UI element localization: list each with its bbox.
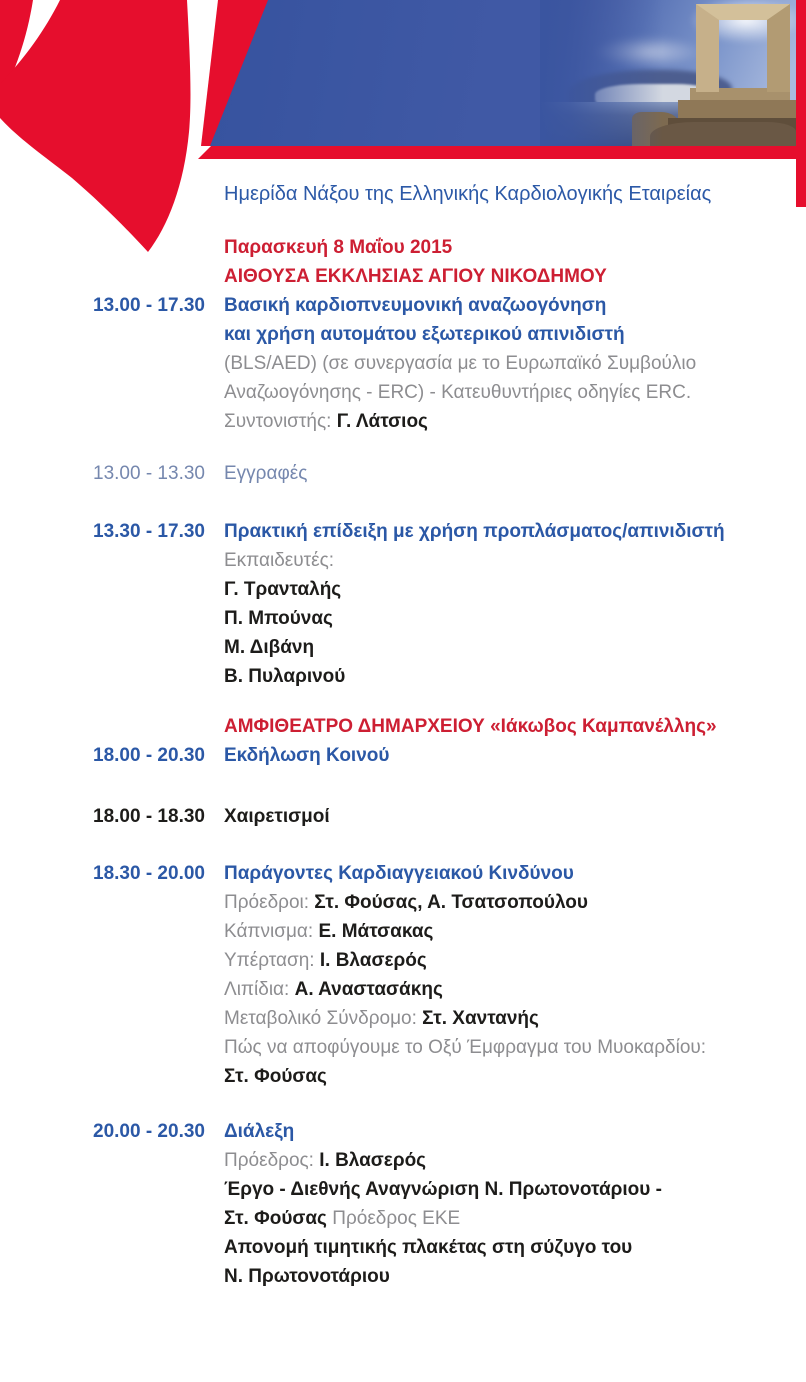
session-line [224, 575, 793, 604]
session-body [224, 859, 793, 1091]
schedule-rows [93, 233, 793, 1291]
session-line [224, 1033, 793, 1062]
session-public-event [93, 741, 793, 770]
session-body [224, 459, 793, 488]
text-span: Στ. Φούσας, Α. Τσατσοπούλου [314, 892, 588, 913]
portara-naxos-photo [540, 0, 796, 146]
session-line [224, 546, 793, 575]
session-line [224, 975, 793, 1004]
text-span: Υπέρταση: [224, 950, 320, 971]
session-body [224, 1117, 793, 1291]
session-line [224, 517, 793, 546]
session-bls-aed [93, 291, 793, 436]
red-edge-strip [796, 0, 806, 207]
session-line [224, 378, 793, 407]
session-line [224, 1117, 793, 1146]
session-time: 13.00 - 17.30 [93, 295, 205, 316]
text-span: Πρόεδροι: [224, 892, 315, 913]
venue-heading-amphitheater [93, 712, 793, 741]
session-line [224, 662, 793, 691]
session-greetings [93, 802, 793, 831]
session-time: 18.00 - 20.30 [93, 745, 205, 766]
session-line [224, 604, 793, 633]
session-time: 18.00 - 18.30 [93, 806, 205, 827]
session-line [224, 946, 793, 975]
session-time [93, 712, 224, 741]
text-span: Διάλεξη [224, 1121, 295, 1142]
session-risk-factors [93, 859, 793, 1091]
session-line [224, 1204, 793, 1233]
blue-photo-blend [540, 0, 796, 146]
session-line [224, 349, 793, 378]
text-span: και χρήση αυτομάτου εξωτερικού απινιδιστή [224, 324, 625, 345]
text-span: Στ. Φούσας [224, 1066, 327, 1087]
text-span: Χαιρετισμοί [224, 806, 330, 827]
session-line [224, 262, 793, 291]
text-span: Β. Πυλαρινού [224, 666, 346, 687]
session-line [224, 859, 793, 888]
text-span: Παράγοντες Καρδιαγγειακού Κινδύνου [224, 863, 574, 884]
text-span: Ε. Μάτσακας [318, 921, 434, 942]
text-span: Αναζωογόνησης - ERC) - Κατευθυντήριες οδηγίες ERC. [224, 382, 692, 403]
text-span: ΑΙΘΟΥΣΑ ΕΚΚΛΗΣΙΑΣ ΑΓΙΟΥ ΝΙΚΟΔΗΜΟΥ [224, 266, 607, 287]
text-span: Εκδήλωση Κοινού [224, 745, 390, 766]
page-title: Ημερίδα Νάξου της Ελληνικής Καρδιολογικής Εταιρείας [224, 183, 712, 205]
session-body [224, 712, 793, 741]
session-line [224, 741, 793, 770]
session-practical-demo [93, 517, 793, 691]
session-line [224, 1233, 793, 1262]
session-line [224, 1004, 793, 1033]
text-span: Συντονιστής: [224, 411, 337, 432]
text-span: Απονομή τιμητικής πλακέτας στη σύζυγο του [224, 1237, 633, 1258]
session-lecture [93, 1117, 793, 1291]
session-line [224, 320, 793, 349]
session-body [224, 233, 793, 291]
text-span: Βασική καρδιοπνευμονική αναζωογόνηση [224, 295, 607, 316]
session-time: 13.00 - 13.30 [93, 463, 205, 484]
session-body [224, 291, 793, 436]
text-span: (BLS/AED) (σε συνεργασία με το Ευρωπαϊκό Συμβούλιο [224, 353, 697, 374]
text-span: Στ. Φούσας [224, 1208, 333, 1229]
text-span: Π. Μπούνας [224, 608, 333, 629]
text-span: Εγγραφές [224, 463, 308, 484]
session-time: 18.30 - 20.00 [93, 863, 205, 884]
text-span: Πρακτική επίδειξη με χρήση προπλάσματος/απινιδιστή [224, 521, 725, 542]
text-span: Γ. Λάτσιος [336, 411, 428, 432]
session-line [224, 712, 793, 741]
session-line [224, 633, 793, 662]
session-line [224, 1262, 793, 1291]
session-line [224, 459, 793, 488]
session-body [224, 517, 793, 691]
schedule [93, 180, 793, 1291]
page-header [0, 0, 806, 210]
text-span: Κάπνισμα: [224, 921, 319, 942]
text-span: Μ. Διβάνη [224, 637, 315, 658]
session-line [224, 917, 793, 946]
text-span: Λιπίδια: [224, 979, 295, 1000]
session-line [224, 291, 793, 320]
text-span: Στ. Χαντανής [422, 1008, 539, 1029]
text-span: Ι. Βλασερός [319, 950, 427, 971]
text-span: Παρασκευή 8 Μαΐου 2015 [224, 237, 453, 258]
session-line [224, 888, 793, 917]
text-span: Πρόεδρος ΕΚΕ [332, 1208, 461, 1229]
text-span: ΑΜΦΙΘΕΑΤΡΟ ΔΗΜΑΡΧΕΙΟΥ «Ιάκωβος Καμπανέλλης» [224, 716, 717, 737]
session-line [224, 802, 793, 831]
text-span: Πώς να αποφύγουμε το Οξύ Έμφραγμα του Μυοκαρδίου: [224, 1037, 707, 1058]
session-line [224, 1175, 793, 1204]
text-span: Ι. Βλασερός [319, 1150, 427, 1171]
session-line [224, 233, 793, 262]
session-time: 13.30 - 17.30 [93, 521, 205, 542]
text-span: Α. Αναστασάκης [294, 979, 443, 1000]
text-span: Ν. Πρωτονοτάριου [224, 1266, 390, 1287]
session-line [224, 1146, 793, 1175]
date-venue-heading [93, 233, 793, 291]
session-body [224, 741, 793, 770]
text-span: Μεταβολικό Σύνδρομο: [224, 1008, 423, 1029]
session-time [93, 233, 224, 291]
text-span: Έργο - Διεθνής Αναγνώριση Ν. Πρωτονοτάριου - [224, 1179, 662, 1200]
session-body [224, 802, 793, 831]
text-span: Γ. Τρανταλής [224, 579, 342, 600]
text-span: Εκπαιδευτές: [224, 550, 335, 571]
session-time: 20.00 - 20.30 [93, 1121, 205, 1142]
session-line [224, 407, 793, 436]
session-line [224, 1062, 793, 1091]
text-span: Πρόεδρος: [224, 1150, 320, 1171]
session-registration [93, 459, 793, 488]
